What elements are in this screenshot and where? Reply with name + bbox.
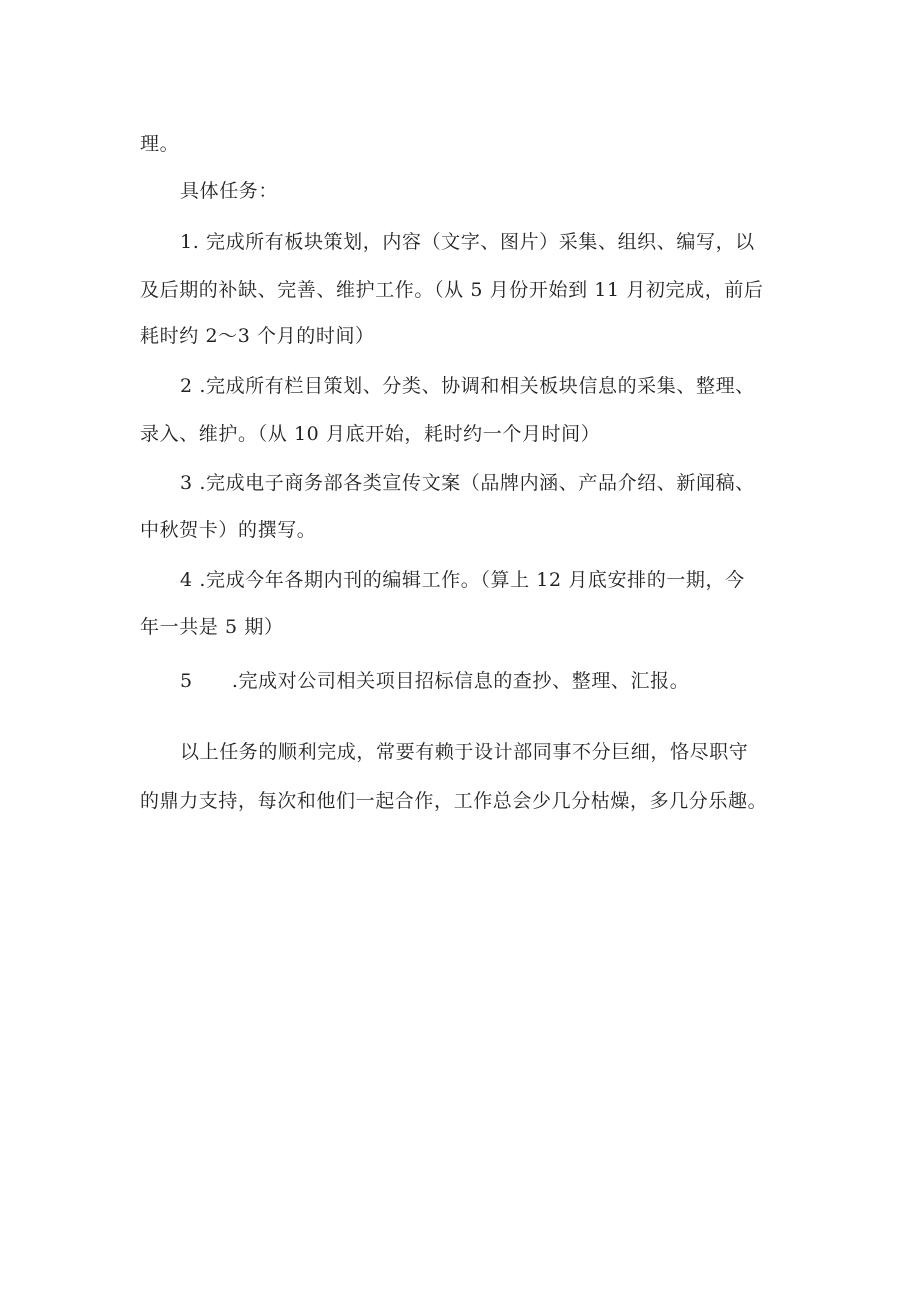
paragraph-line: 2 .完成所有栏目策划、分类、协调和相关板块信息的采集、整理、 xyxy=(180,375,755,397)
paragraph-line: 耗时约 2～3 个月的时间） xyxy=(140,325,375,347)
paragraph-line: 3 .完成电子商务部各类宣传文案（品牌内涵、产品介绍、新闻稿、 xyxy=(180,472,755,494)
paragraph-line: 中秋贺卡）的撰写。 xyxy=(140,519,317,541)
paragraph-line: 具体任务： xyxy=(180,180,279,202)
paragraph-line: 1. 完成所有板块策划，内容（文字、图片）采集、组织、编写，以 xyxy=(180,231,755,253)
paragraph-line: 理。 xyxy=(140,133,180,155)
paragraph-line: 及后期的补缺、完善、维护工作。（从 5 月份开始到 11 月初完成，前后 xyxy=(140,279,764,301)
paragraph-line: 4 .完成今年各期内刊的编辑工作。（算上 12 月底安排的一期，今 xyxy=(180,569,745,591)
paragraph-line: 年一共是 5 期） xyxy=(140,616,284,638)
paragraph-line: 的鼎力支持，每次和他们一起合作，工作总会少几分枯燥，多几分乐趣。 xyxy=(140,790,768,812)
paragraph-line: 录入、维护。（从 10 月底开始，耗时约一个月时间） xyxy=(140,423,601,445)
paragraph-line: 5 .完成对公司相关项目招标信息的查抄、整理、汇报。 xyxy=(180,670,690,692)
paragraph-line: 以上任务的顺利完成，常要有赖于设计部同事不分巨细，恪尽职守 xyxy=(180,741,749,763)
